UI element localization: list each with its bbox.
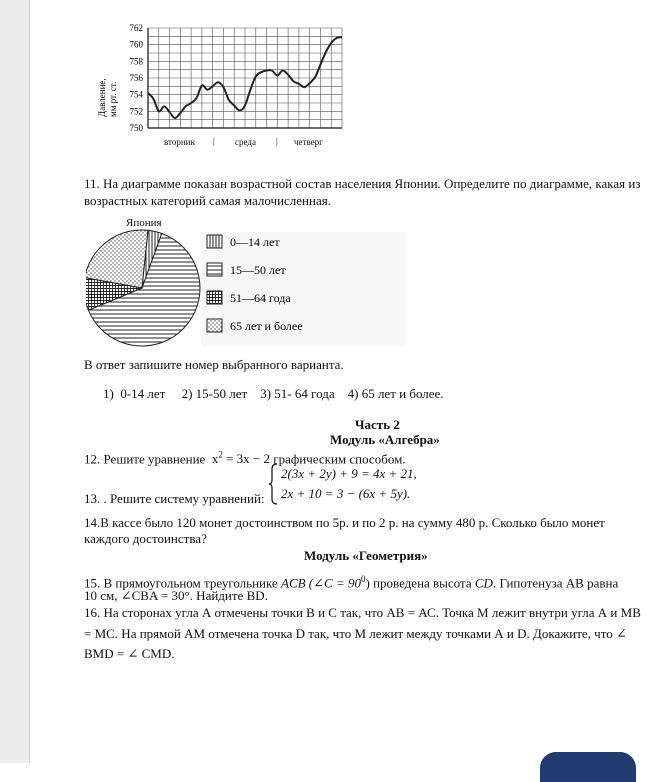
pie-title: Япония [126,217,162,229]
y-tick-label: 750 [129,123,143,133]
q16-text-line1: 16. На сторонах угла А отмечены точки В и С так, что АВ = АС. Точка М лежит внутри угла А и МВ [84,605,641,620]
y-tick-label: 758 [129,56,143,67]
q15-text-line2: 10 см, ∠CBA = 30°. Найдите BD. [84,588,268,603]
geometry-module-heading: Модуль «Геометрия» [304,548,428,563]
legend-label-51-64: 51—64 года [230,291,291,305]
algebra-module-heading: Модуль «Алгебра» [330,432,440,447]
day-separator: | [213,136,215,146]
q13-equation-1: 2(3x + 2y) + 9 = 4x + 21, [281,466,417,481]
system-brace [269,463,279,505]
day-separator: | [276,136,278,146]
day-label-thursday: четверг [294,137,323,147]
q11-options: 1) 0-14 лет 2) 15-50 лет 3) 51- 64 года 4) 65 лет и более. [103,386,444,401]
y-tick-label: 756 [129,73,143,83]
legend-label-0-14: 0—14 лет [230,235,280,249]
y-tick-label: 762 [129,23,143,33]
q11-text-line2: возрастных категорий самая малочисленная. [84,193,331,208]
q13-equation-2: 2x + 10 = 3 − (6x + 5y). [281,486,411,501]
chart-y-label-line1: Давление, [97,78,107,117]
viewer-sidebar [0,0,29,763]
q13-label: 13. . Решите систему уравнений: [84,491,265,506]
q16-text-line2: = МС. На прямой АМ отмечена точка D так, что М лежит между точками А и D. Докажите, что ∠ [84,626,627,641]
q12-prefix: 12. Решите уравнение [84,451,206,467]
pressure-chart-grid [148,28,342,128]
q12-equation: $x^2 = 3x - 2$ [211,450,270,467]
q15-text-line1: 15. В прямоугольном треугольнике ACB (∠C = $90^0$) проведена высота CD. Гипотенуза AB равна [84,574,619,591]
q12-text [84,447,406,467]
q11-text-line1: 11. На диаграмме показан возрастной состав населения Японии. Определите по диаграмме, какая из [84,176,641,191]
y-tick-label: 760 [129,39,143,50]
legend-swatch-65-plus [207,319,222,332]
legend-swatch-51-64 [207,291,222,304]
floating-action-button[interactable] [540,752,636,782]
q12-suffix: графическим способом. [273,451,406,467]
chart-y-label-line2: мм рт. ст. [108,81,118,117]
y-tick-label: 754 [129,89,143,100]
legend-swatch-0-14 [207,235,222,248]
legend-swatch-15-50 [207,263,222,276]
q16-text-line3: BMD = ∠ CMD. [84,646,175,661]
pressure-chart [90,22,360,156]
answer-prompt: В ответ запишите номер выбранного варианта. [84,357,344,372]
japan-age-pie-chart [86,228,406,350]
day-label-wednesday: среда [235,137,256,147]
legend-label-15-50: 15—50 лет [230,263,286,277]
day-label-tuesday: вторник [164,137,195,147]
pressure-chart-y-ticks [130,23,144,133]
legend-label-65-plus: 65 лет и более [230,319,303,333]
y-tick-label: 752 [129,106,143,117]
q14-text-line1: 14.В кассе было 120 монет достоинством по 5р. и по 2 р. на сумму 480 р. Сколько было монет [84,515,605,530]
part2-heading: Часть 2 [355,417,400,432]
q14-text-line2: каждого достоинства? [84,531,207,546]
